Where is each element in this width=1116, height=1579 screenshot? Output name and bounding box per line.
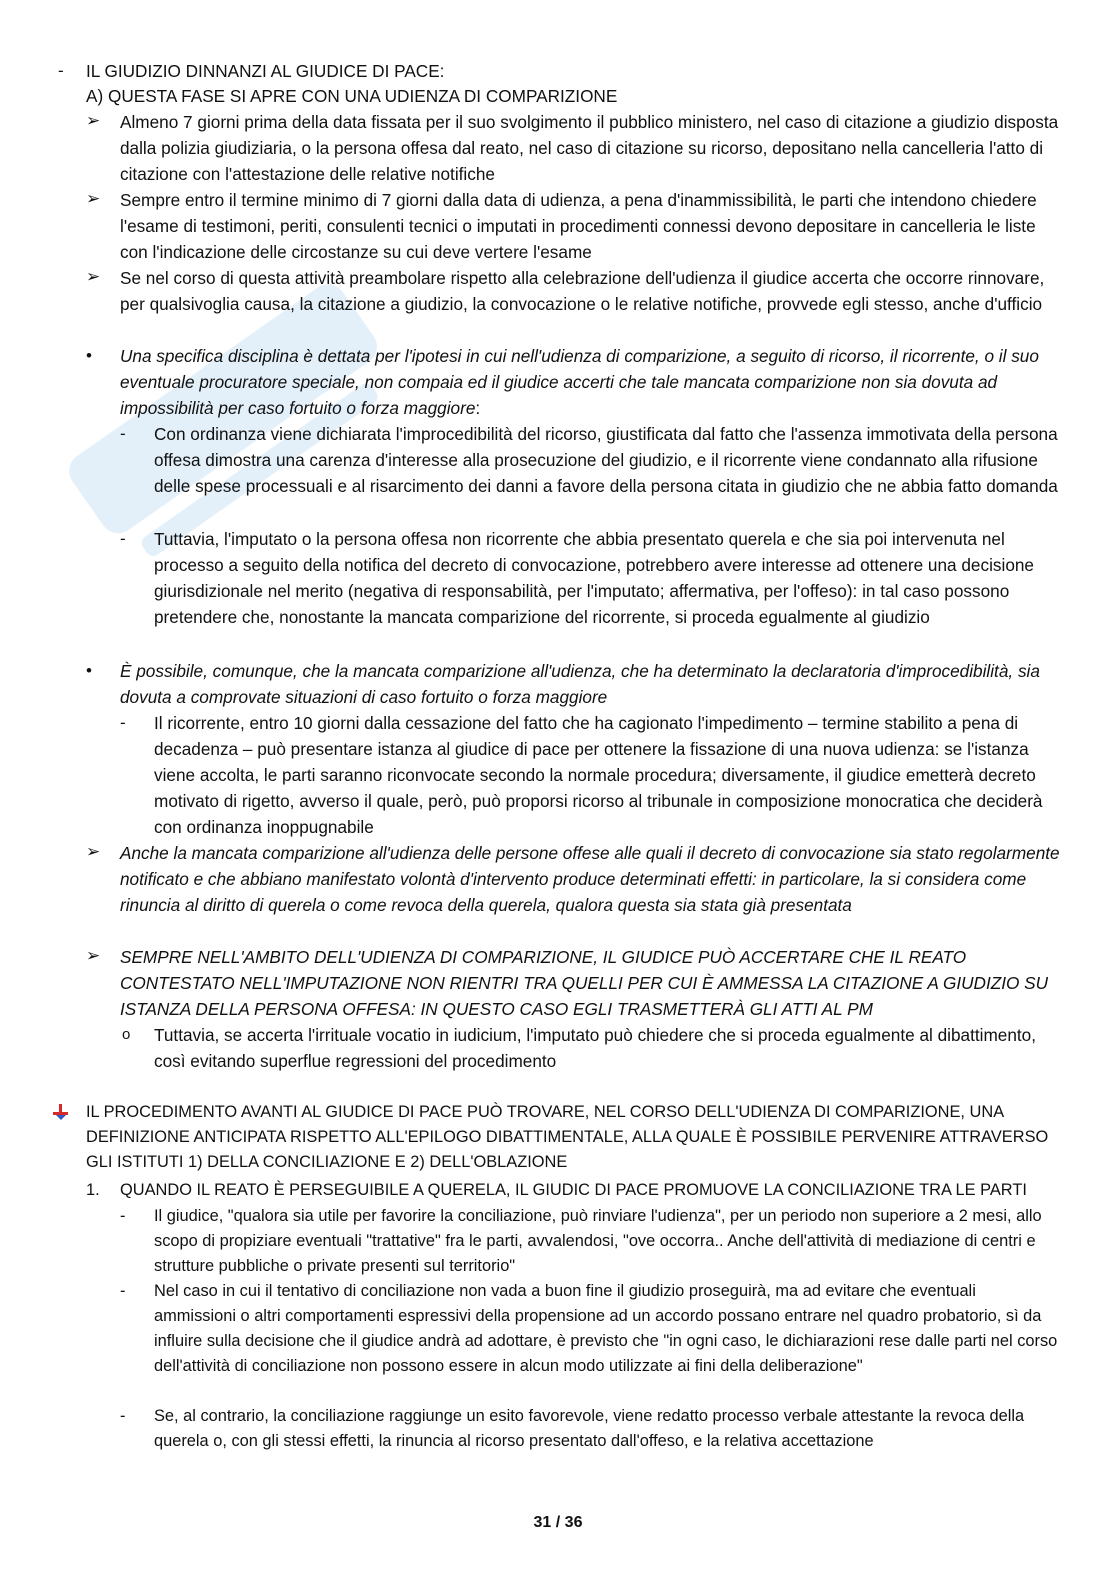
- dash-marker: -: [120, 1282, 126, 1300]
- dash-marker: -: [120, 1207, 126, 1225]
- numbered-item: [86, 1178, 1066, 1203]
- number-marker: 1.: [86, 1181, 100, 1199]
- sub-list-item: [120, 526, 1060, 630]
- section-heading: IL PROCEDIMENTO AVANTI AL GIUDICE DI PACE PUÒ TROVARE, NEL CORSO DELL'UDIENZA DI COMPARIZIONE, UNA DEFINIZIONE ANTICIPATA RISPETTO ALL'EPILOGO DIBATTIMENTALE, ALLA QUALE È POSSIBILE PERVENIRE ATTRAVERSO GLI ISTITUTI 1) DELLA CONCILIAZIONE E 2) DELL'OBLAZIONE: [86, 1103, 1049, 1171]
- sub-list-item: [120, 1404, 1060, 1454]
- list-item: [86, 840, 1066, 918]
- list-item: [86, 187, 1066, 265]
- arrow-marker: ➢: [86, 267, 101, 286]
- sub-list-item: [120, 1279, 1060, 1379]
- dash-marker: -: [120, 529, 126, 548]
- sub-list-item: [120, 421, 1060, 499]
- list-item-text: [120, 343, 1066, 421]
- sub-list-item-text: Il ricorrente, entro 10 giorni dalla cessazione del fatto che ha cagionato l'impedimento – termine stabilito a pena di decadenza – può presentare istanza al giudice di pace per ottenere la fissazione di una nuova udienza: se l'istanza viene accolta, le parti saranno riconvocate secondo la normale procedura; diversamente, il giudice emetterà decreto motivato di rigetto, avverso il quale, però, può proporsi ricorso al tribunale in composizione monocratica che deciderà con ordinanza inoppugnabile: [154, 713, 1043, 837]
- sub-list-item: [120, 710, 1060, 840]
- list-item-text: Sempre entro il termine minimo di 7 giorni dalla data di udienza, a pena d'inammissibilità, le parti che intendono chiedere l'esame di testimoni, periti, consulenti tecnici o imputati in procedimenti connessi devono depositare in cancelleria le liste con l'indicazione delle circostanze su cui deve vertere l'esame: [120, 190, 1037, 262]
- sub-list-item: [120, 1022, 1060, 1074]
- sub-list-item-text: Tuttavia, se accerta l'irrituale vocatio in iudicium, l'imputato può chiedere che si proceda egualmente al dibattimento, così evitando superflue regressioni del procedimento: [154, 1025, 1037, 1071]
- list-item: [86, 109, 1066, 187]
- section-title: IL GIUDIZIO DINNANZI AL GIUDICE DI PACE:: [86, 61, 445, 81]
- dash-marker: -: [120, 713, 126, 732]
- list-item-text: SEMPRE NELL'AMBITO DELL'UDIENZA DI COMPARIZIONE, IL GIUDICE PUÒ ACCERTARE CHE IL REATO CONTESTATO NELL'IMPUTAZIONE NON RIENTRI TRA QUELLI PER CUI È AMMESSA LA CITAZIONE A GIUDIZIO SU ISTANZA DELLA PERSONA OFFESA: IN QUESTO CASO EGLI TRASMETTERÀ GLI ATTI AL PM: [120, 947, 1049, 1019]
- section-marker-icon: [52, 1103, 70, 1121]
- sub-list-item-text: Con ordinanza viene dichiarata l'improcedibilità del ricorso, giustificata dal fatto che l'assenza immotivata della persona offesa dimostra una carenza d'interesse alla prosecuzione del giudizio, e il ricorrente viene condannato alla rifusione delle spese processuali e al risarcimento dei danni a favore della persona citata in giudizio che ne abbia fatto domanda: [154, 424, 1058, 496]
- list-item: [86, 944, 1066, 1022]
- dash-marker: -: [120, 1407, 126, 1425]
- list-item-text: Almeno 7 giorni prima della data fissata per il suo svolgimento il pubblico ministero, nel caso di citazione a giudizio disposta dalla polizia giudiziaria, o la persona offesa dal reato, nel caso di citazione su ricorso, depositano nella cancelleria l'atto di citazione con l'attestazione delle relative notifiche: [120, 112, 1059, 184]
- bullet-suffix: :: [475, 398, 481, 418]
- list-item: [86, 658, 1066, 710]
- section-heading-row: [52, 1100, 1062, 1175]
- sub-list-item-text: Nel caso in cui il tentativo di conciliazione non vada a buon fine il giudizio proseguirà, ma ad evitare che eventuali ammissioni o altri comportamenti espressivi della propensione ad un accordo possano entrare nel quadro probatorio, sì da influire sulla decisione che il giudice andrà ad adottare, è previsto che "in ogni caso, le dichiarazioni rese dalle parti nel corso dell'attività di conciliazione non possono essere in alcun modo utilizzate ai fini della deliberazione": [154, 1282, 1058, 1375]
- bullet-text: Una specifica disciplina è dettata per l'ipotesi in cui nell'udienza di comparizione, a seguito di ricorso, il ricorrente, o il suo eventuale procuratore speciale, non compaia ed il giudice accerti che tale mancata comparizione non sia dovuta ad impossibilità per caso fortuito o forza maggiore: [120, 346, 1039, 418]
- section-subtitle: A) QUESTA FASE SI APRE CON UNA UDIENZA DI COMPARIZIONE: [86, 86, 618, 106]
- list-item-text: È possibile, comunque, che la mancata comparizione all'udienza, che ha determinato la declaratoria d'improcedibilità, sia dovuta a comprovate situazioni di caso fortuito o forza maggiore: [120, 661, 1040, 707]
- list-item-text: Anche la mancata comparizione all'udienza delle persone offese alle quali il decreto di convocazione sia stato regolarmente notificato e che abbiano manifestato volontà d'intervento produce determinati effetti: in particolare, la si considera come rinuncia al diritto di querela o come revoca della querela, qualora questa sia stata già presentata: [120, 843, 1060, 915]
- arrow-marker: ➢: [86, 842, 101, 861]
- arrow-marker: ➢: [86, 111, 101, 130]
- list-item-text: Se nel corso di questa attività preambolare rispetto alla celebrazione dell'udienza il giudice accerta che occorre rinnovare, per qualsivoglia causa, la citazione a giudizio, la convocazione o le relative notifiche, provvede egli stesso, anche d'ufficio: [120, 268, 1045, 314]
- list-item: [86, 265, 1066, 317]
- page-number: 31 / 36: [533, 1514, 583, 1531]
- bullet-marker: •: [86, 346, 92, 365]
- arrow-marker: ➢: [86, 946, 101, 965]
- bullet-marker: •: [86, 661, 92, 680]
- sub-list-item-text: Se, al contrario, la conciliazione raggiunge un esito favorevole, viene redatto processo verbale attestante la revoca della querela o, con gli stessi effetti, la rinuncia al ricorso presentato dall'offeso, e la relativa accettazione: [154, 1407, 1025, 1450]
- section-title-row: [58, 58, 444, 84]
- dash-marker: -: [120, 424, 126, 443]
- dash-marker: -: [58, 61, 64, 80]
- sub-list-item: [120, 1204, 1060, 1279]
- numbered-item-text: QUANDO IL REATO È PERSEGUIBILE A QUERELA, IL GIUDIC DI PACE PROMUOVE LA CONCILIAZIONE TRA LE PARTI: [120, 1181, 1027, 1199]
- sub-list-item-text: Tuttavia, l'imputato o la persona offesa non ricorrente che abbia presentato querela e che sia poi intervenuta nel processo a seguito della notifica del decreto di convocazione, potrebbero avere interesse ad ottenere una decisione giurisdizionale nel merito (negativa di responsabilità, per l'imputato; affermativa, per l'offeso): in tal caso possono pretendere che, nonostante la mancata comparizione del ricorrente, si proceda egualmente al giudizio: [154, 529, 1034, 627]
- arrow-marker: ➢: [86, 189, 101, 208]
- list-item: [86, 343, 1066, 421]
- section-subtitle-row: [86, 83, 617, 109]
- sub-list-item-text: Il giudice, "qualora sia utile per favorire la conciliazione, può rinviare l'udienza", per un periodo non superiore a 2 mesi, allo scopo di propiziare eventuali "trattative" fra le parti, avvalendosi, "ove occorra.. Anche dell'attività di mediazione di centri e strutture pubbliche o private presenti sul territorio": [154, 1207, 1042, 1275]
- circle-marker: o: [122, 1026, 131, 1043]
